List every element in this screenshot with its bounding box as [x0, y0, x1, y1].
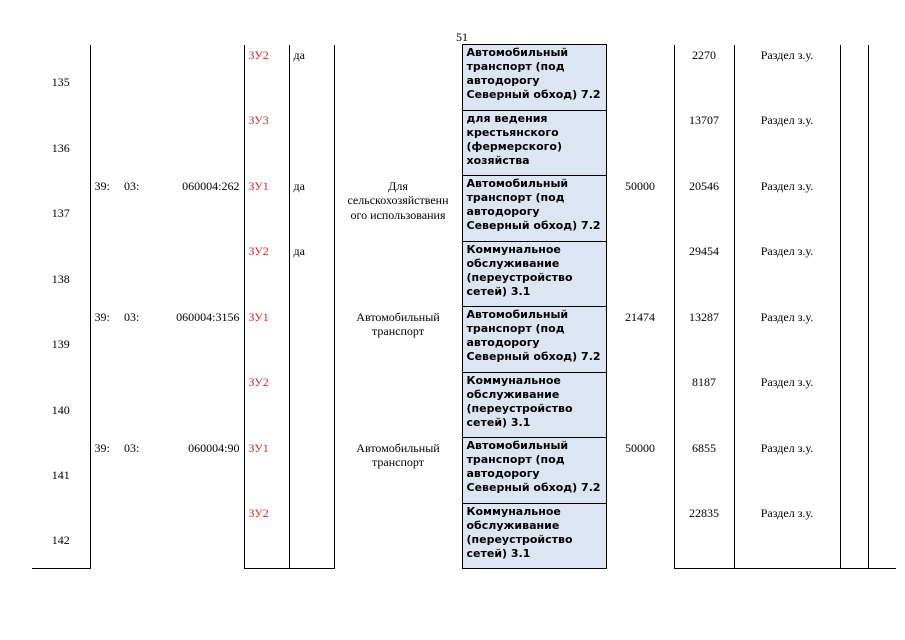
cadastral-part-3 — [150, 45, 244, 111]
total-area: 50000 — [625, 178, 655, 193]
plot-code: ЗУ1 — [244, 438, 289, 504]
total-area: 21474 — [625, 309, 655, 324]
flag-cell — [289, 307, 334, 373]
total-area — [606, 372, 674, 438]
row-number: 137 — [51, 206, 70, 220]
empty-cell-last — [868, 110, 896, 176]
row-number: 138 — [51, 271, 70, 286]
plot-code: ЗУ2 — [244, 372, 289, 438]
total-area — [606, 110, 674, 176]
plot-code: ЗУ3 — [244, 110, 289, 176]
table-row — [32, 307, 896, 373]
cadastral-part-1: 39: — [90, 307, 120, 373]
action: Раздел з.у. — [734, 372, 840, 438]
empty-cell — [840, 241, 868, 307]
flag-cell: да — [289, 45, 334, 111]
cadastral-part-3 — [150, 372, 244, 438]
plot-code: ЗУ1 — [244, 176, 289, 242]
row-number: 139 — [51, 337, 70, 351]
plot-area: 20546 — [674, 176, 734, 242]
total-area: 50000 — [625, 440, 655, 455]
cadastral-part-2: 03: — [124, 309, 140, 324]
target-purpose: для ведения крестьянского (фермерского) хозяйства — [462, 110, 606, 176]
flag-cell: да — [289, 176, 334, 242]
target-purpose: Коммунальное обслуживание (переустройство сетей) 3.1 — [462, 503, 606, 569]
empty-cell — [840, 503, 868, 569]
cadastral-part-2: 03: — [124, 440, 140, 455]
cadastral-part-1 — [90, 372, 120, 438]
target-purpose: Автомобильный транспорт (под автодорогу Северный обход) 7.2 — [462, 45, 606, 111]
flag-cell — [289, 438, 334, 504]
empty-cell-last — [868, 45, 896, 111]
cadastral-part-3: 060004:262 — [182, 178, 240, 193]
cadastral-part-1 — [90, 241, 120, 307]
target-purpose: Автомобильный транспорт (под автодорогу Северный обход) 7.2 — [462, 307, 606, 373]
permitted-use — [334, 110, 462, 176]
plot-code: ЗУ2 — [244, 503, 289, 569]
row-number: 135 — [51, 75, 70, 89]
cadastral-part-2 — [120, 45, 150, 111]
empty-cell-last — [868, 176, 896, 242]
table-row — [32, 372, 896, 438]
action: Раздел з.у. — [734, 307, 840, 373]
total-area — [606, 503, 674, 569]
cadastral-part-2: 03: — [124, 178, 140, 193]
row-number: 142 — [32, 503, 90, 569]
row-number: 140 — [51, 402, 70, 417]
cadastral-part-3 — [150, 503, 244, 569]
plot-area: 8187 — [674, 372, 734, 438]
permitted-use: Автомобильный транспорт — [356, 309, 440, 338]
empty-cell-last — [868, 241, 896, 307]
page-number: 51 — [456, 30, 468, 44]
empty-cell-last — [868, 307, 896, 373]
permitted-use: Для сельскохозяйственн ого использования — [347, 178, 449, 222]
cadastral-part-1 — [90, 503, 120, 569]
table-row — [32, 176, 896, 242]
cadastral-part-1 — [90, 110, 120, 176]
cadastral-part-3: 060004:90 — [188, 440, 240, 455]
table-row — [32, 241, 896, 307]
flag-cell — [289, 110, 334, 176]
empty-cell — [840, 176, 868, 242]
flag-cell — [289, 372, 334, 438]
table-row — [32, 45, 896, 111]
empty-cell — [840, 110, 868, 176]
empty-cell — [840, 438, 868, 504]
target-purpose: Автомобильный транспорт (под автодорогу Северный обход) 7.2 — [462, 438, 606, 504]
plot-code: ЗУ2 — [244, 241, 289, 307]
action: Раздел з.у. — [734, 45, 840, 111]
action: Раздел з.у. — [734, 438, 840, 504]
flag-cell: да — [289, 241, 334, 307]
empty-cell — [840, 372, 868, 438]
table-row — [32, 110, 896, 176]
plot-area: 22835 — [674, 503, 734, 569]
cadastral-part-3: 060004:3156 — [176, 309, 240, 324]
row-number: 141 — [51, 468, 70, 482]
plot-area: 13287 — [674, 307, 734, 373]
empty-cell-last — [868, 372, 896, 438]
cadastral-part-2 — [120, 110, 150, 176]
action: Раздел з.у. — [734, 241, 840, 307]
permitted-use — [334, 241, 462, 307]
total-area — [606, 241, 674, 307]
permitted-use: Автомобильный транспорт — [356, 440, 440, 469]
target-purpose: Коммунальное обслуживание (переустройство сетей) 3.1 — [462, 372, 606, 438]
cadastral-part-3 — [150, 110, 244, 176]
empty-cell-last — [868, 503, 896, 569]
cadastral-part-2 — [120, 503, 150, 569]
cadastral-part-3 — [150, 241, 244, 307]
empty-cell-last — [868, 438, 896, 504]
cadastral-part-1: 39: — [90, 438, 120, 504]
flag-cell — [289, 503, 334, 569]
cadastral-part-2 — [120, 372, 150, 438]
action: Раздел з.у. — [734, 176, 840, 242]
permitted-use — [334, 503, 462, 569]
land-plots-table — [32, 44, 896, 569]
plot-area: 6855 — [674, 438, 734, 504]
action: Раздел з.у. — [734, 110, 840, 176]
action: Раздел з.у. — [734, 503, 840, 569]
plot-area: 29454 — [674, 241, 734, 307]
cadastral-part-1 — [90, 45, 120, 111]
total-area — [606, 45, 674, 111]
plot-area: 2270 — [674, 45, 734, 111]
cadastral-part-2 — [120, 241, 150, 307]
empty-cell — [840, 307, 868, 373]
permitted-use — [334, 372, 462, 438]
table-row — [32, 438, 896, 504]
plot-area: 13707 — [674, 110, 734, 176]
table-row — [32, 503, 896, 569]
plot-code: ЗУ2 — [244, 45, 289, 111]
permitted-use — [334, 45, 462, 111]
cadastral-part-1: 39: — [90, 176, 120, 242]
empty-cell — [840, 45, 868, 111]
target-purpose: Автомобильный транспорт (под автодорогу Северный обход) 7.2 — [462, 176, 606, 242]
plot-code: ЗУ1 — [244, 307, 289, 373]
row-number: 136 — [51, 140, 70, 155]
target-purpose: Коммунальное обслуживание (переустройство сетей) 3.1 — [462, 241, 606, 307]
